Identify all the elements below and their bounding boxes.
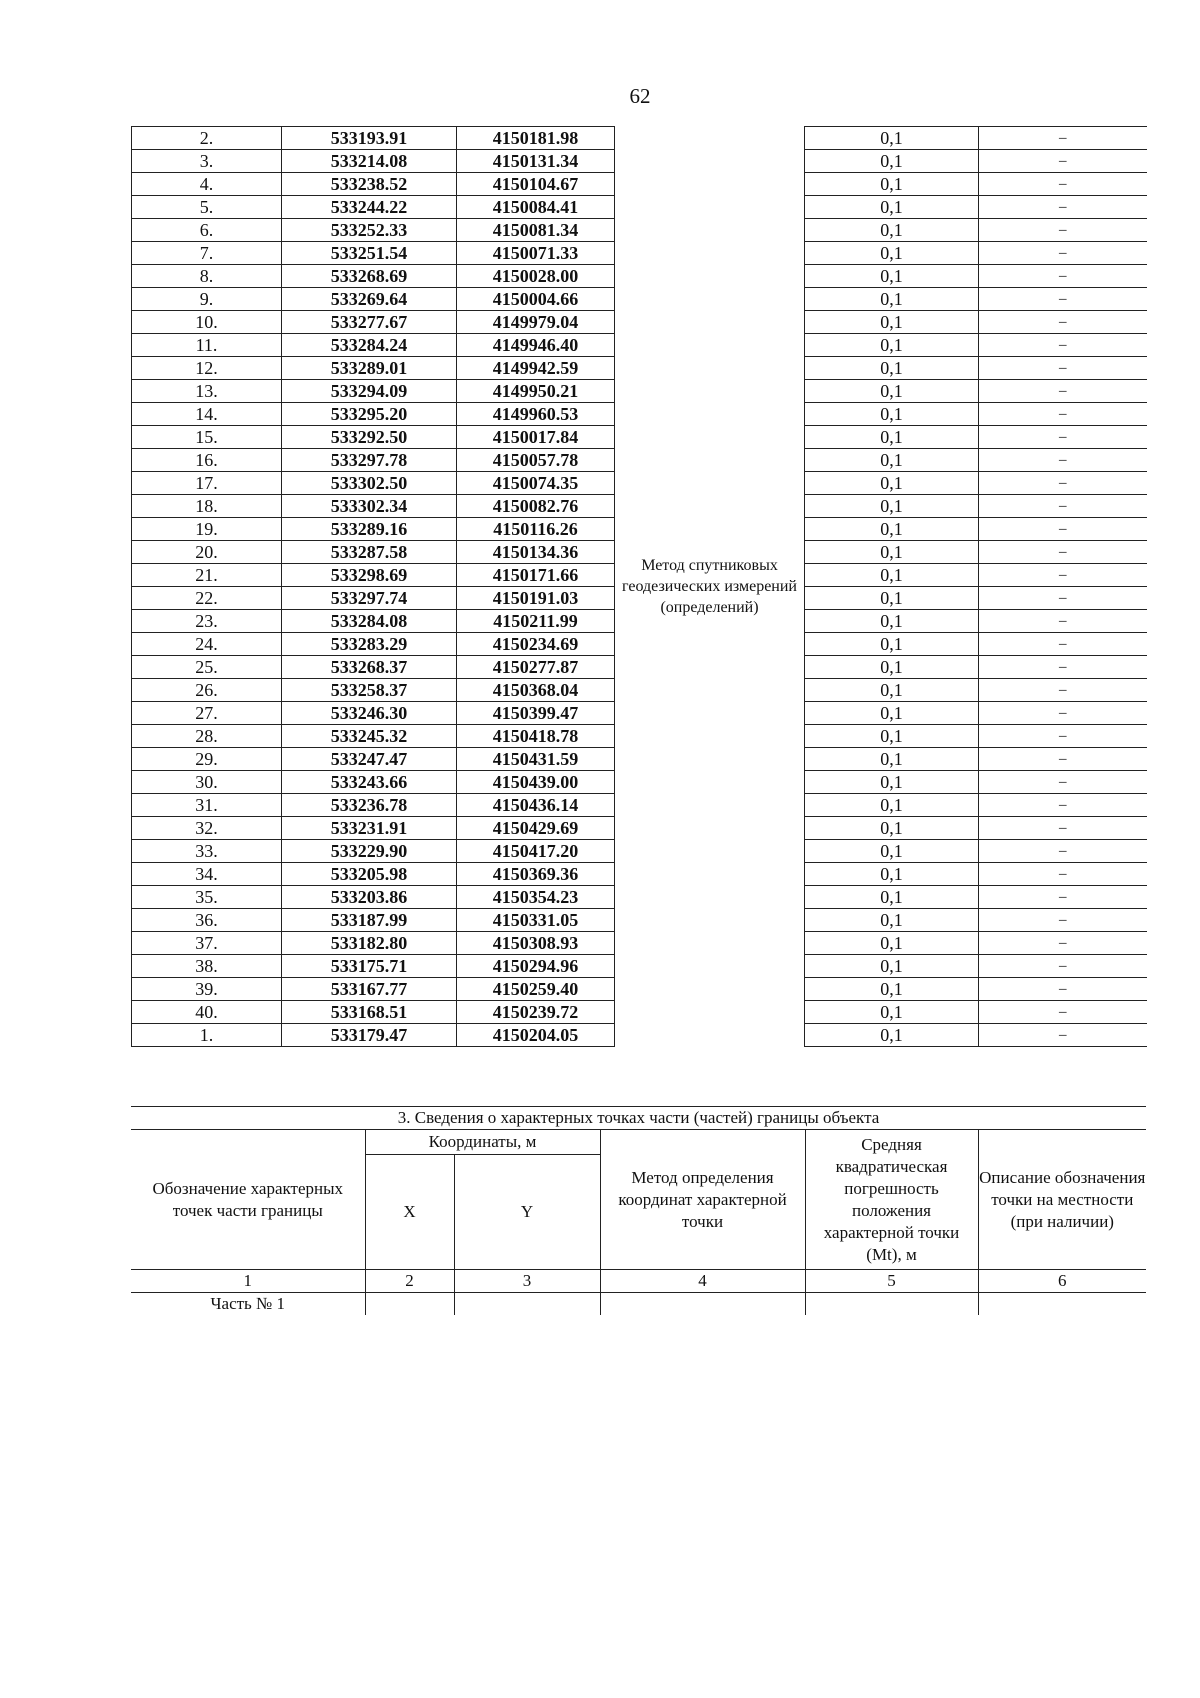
coord-y: 4150104.67: [457, 173, 615, 196]
description-value: –: [979, 932, 1147, 955]
coord-x: 533205.98: [282, 863, 457, 886]
accuracy-value: 0,1: [805, 311, 979, 334]
point-number: 15.: [132, 426, 282, 449]
accuracy-value: 0,1: [805, 449, 979, 472]
accuracy-value: 0,1: [805, 541, 979, 564]
accuracy-value: 0,1: [805, 219, 979, 242]
description-value: –: [979, 150, 1147, 173]
coord-x: 533203.86: [282, 886, 457, 909]
coord-y: 4150057.78: [457, 449, 615, 472]
coord-x: 533297.74: [282, 587, 457, 610]
section3-title: 3. Сведения о характерных точках части (частей) границы объекта: [131, 1107, 1146, 1130]
coord-y: 4150354.23: [457, 886, 615, 909]
point-number: 14.: [132, 403, 282, 426]
coord-y: 4150399.47: [457, 702, 615, 725]
point-number: 25.: [132, 656, 282, 679]
point-number: 8.: [132, 265, 282, 288]
point-number: 11.: [132, 334, 282, 357]
coord-y: 4150439.00: [457, 771, 615, 794]
coord-y: 4150211.99: [457, 610, 615, 633]
coord-y: 4150131.34: [457, 150, 615, 173]
coord-y: 4150081.34: [457, 219, 615, 242]
accuracy-value: 0,1: [805, 380, 979, 403]
header-description: Описание обозначения точки на местности (при наличии): [978, 1130, 1146, 1270]
description-value: –: [979, 472, 1147, 495]
point-number: 5.: [132, 196, 282, 219]
accuracy-value: 0,1: [805, 265, 979, 288]
coord-y: 4150277.87: [457, 656, 615, 679]
accuracy-value: 0,1: [805, 1024, 979, 1047]
accuracy-value: 0,1: [805, 932, 979, 955]
accuracy-value: 0,1: [805, 978, 979, 1001]
coord-y: 4150294.96: [457, 955, 615, 978]
description-value: –: [979, 656, 1147, 679]
index-col-4: 4: [600, 1270, 805, 1293]
point-number: 2.: [132, 127, 282, 150]
description-value: –: [979, 403, 1147, 426]
accuracy-value: 0,1: [805, 771, 979, 794]
coord-y: 4150331.05: [457, 909, 615, 932]
coord-y: 4149979.04: [457, 311, 615, 334]
description-value: –: [979, 748, 1147, 771]
coord-x: 533294.09: [282, 380, 457, 403]
coord-x: 533292.50: [282, 426, 457, 449]
point-number: 32.: [132, 817, 282, 840]
coord-x: 533193.91: [282, 127, 457, 150]
coord-x: 533243.66: [282, 771, 457, 794]
point-number: 19.: [132, 518, 282, 541]
accuracy-value: 0,1: [805, 610, 979, 633]
coord-y: 4150084.41: [457, 196, 615, 219]
description-value: –: [979, 725, 1147, 748]
accuracy-value: 0,1: [805, 633, 979, 656]
point-number: 36.: [132, 909, 282, 932]
coord-y: 4150071.33: [457, 242, 615, 265]
coord-y: 4150234.69: [457, 633, 615, 656]
accuracy-value: 0,1: [805, 817, 979, 840]
coord-x: 533229.90: [282, 840, 457, 863]
description-value: –: [979, 978, 1147, 1001]
description-value: –: [979, 1024, 1147, 1047]
header-y: Y: [454, 1155, 600, 1270]
coord-x: 533214.08: [282, 150, 457, 173]
coord-x: 533245.32: [282, 725, 457, 748]
point-number: 37.: [132, 932, 282, 955]
point-number: 28.: [132, 725, 282, 748]
description-value: –: [979, 794, 1147, 817]
index-col-3: 3: [454, 1270, 600, 1293]
accuracy-value: 0,1: [805, 173, 979, 196]
part-cell-x: [365, 1293, 454, 1316]
point-number: 7.: [132, 242, 282, 265]
part-cell-method: [600, 1293, 805, 1316]
coord-y: 4150171.66: [457, 564, 615, 587]
accuracy-value: 0,1: [805, 196, 979, 219]
header-coordinates: Координаты, м: [365, 1130, 600, 1155]
coord-x: 533179.47: [282, 1024, 457, 1047]
coord-x: 533284.24: [282, 334, 457, 357]
coord-y: 4150004.66: [457, 288, 615, 311]
coord-y: 4149946.40: [457, 334, 615, 357]
description-value: –: [979, 449, 1147, 472]
point-number: 22.: [132, 587, 282, 610]
table-row: [132, 127, 1147, 150]
method-cell: Метод спутниковых геодезических измерений (определений): [615, 127, 805, 1047]
point-number: 34.: [132, 863, 282, 886]
coord-y: 4150418.78: [457, 725, 615, 748]
page-number: 62: [629, 84, 651, 108]
accuracy-value: 0,1: [805, 656, 979, 679]
coord-x: 533289.01: [282, 357, 457, 380]
accuracy-value: 0,1: [805, 863, 979, 886]
description-value: –: [979, 127, 1147, 150]
index-col-6: 6: [978, 1270, 1146, 1293]
point-number: 40.: [132, 1001, 282, 1024]
coord-y: 4150436.14: [457, 794, 615, 817]
section3-table: [131, 1106, 1146, 1315]
coord-y: 4150116.26: [457, 518, 615, 541]
accuracy-value: 0,1: [805, 472, 979, 495]
coord-y: 4150074.35: [457, 472, 615, 495]
description-value: –: [979, 840, 1147, 863]
point-number: 29.: [132, 748, 282, 771]
coord-y: 4150028.00: [457, 265, 615, 288]
coord-x: 533295.20: [282, 403, 457, 426]
description-value: –: [979, 357, 1147, 380]
index-col-2: 2: [365, 1270, 454, 1293]
description-value: –: [979, 242, 1147, 265]
coord-y: 4150308.93: [457, 932, 615, 955]
accuracy-value: 0,1: [805, 886, 979, 909]
description-value: –: [979, 1001, 1147, 1024]
accuracy-value: 0,1: [805, 909, 979, 932]
accuracy-value: 0,1: [805, 955, 979, 978]
description-value: –: [979, 334, 1147, 357]
coord-x: 533246.30: [282, 702, 457, 725]
point-number: 26.: [132, 679, 282, 702]
description-value: –: [979, 288, 1147, 311]
description-value: –: [979, 311, 1147, 334]
coord-x: 533175.71: [282, 955, 457, 978]
coord-x: 533298.69: [282, 564, 457, 587]
coord-y: 4150082.76: [457, 495, 615, 518]
coord-y: 4150204.05: [457, 1024, 615, 1047]
description-value: –: [979, 564, 1147, 587]
coord-x: 533302.50: [282, 472, 457, 495]
coordinates-table: [131, 126, 1147, 1047]
description-value: –: [979, 955, 1147, 978]
coord-x: 533268.69: [282, 265, 457, 288]
coord-x: 533284.08: [282, 610, 457, 633]
point-number: 4.: [132, 173, 282, 196]
accuracy-value: 0,1: [805, 357, 979, 380]
description-value: –: [979, 817, 1147, 840]
coord-x: 533269.64: [282, 288, 457, 311]
description-value: –: [979, 863, 1147, 886]
coord-y: 4150191.03: [457, 587, 615, 610]
accuracy-value: 0,1: [805, 564, 979, 587]
description-value: –: [979, 380, 1147, 403]
coord-x: 533182.80: [282, 932, 457, 955]
coord-y: 4150431.59: [457, 748, 615, 771]
coord-x: 533244.22: [282, 196, 457, 219]
description-value: –: [979, 426, 1147, 449]
description-value: –: [979, 771, 1147, 794]
description-value: –: [979, 633, 1147, 656]
coord-x: 533258.37: [282, 679, 457, 702]
accuracy-value: 0,1: [805, 679, 979, 702]
accuracy-value: 0,1: [805, 403, 979, 426]
accuracy-value: 0,1: [805, 495, 979, 518]
description-value: –: [979, 196, 1147, 219]
point-number: 12.: [132, 357, 282, 380]
coord-x: 533238.52: [282, 173, 457, 196]
point-number: 31.: [132, 794, 282, 817]
coord-y: 4150429.69: [457, 817, 615, 840]
coord-x: 533289.16: [282, 518, 457, 541]
coord-y: 4150259.40: [457, 978, 615, 1001]
coord-x: 533283.29: [282, 633, 457, 656]
point-number: 24.: [132, 633, 282, 656]
point-number: 35.: [132, 886, 282, 909]
coord-y: 4150017.84: [457, 426, 615, 449]
coord-x: 533251.54: [282, 242, 457, 265]
point-number: 21.: [132, 564, 282, 587]
description-value: –: [979, 219, 1147, 242]
accuracy-value: 0,1: [805, 725, 979, 748]
accuracy-value: 0,1: [805, 794, 979, 817]
description-value: –: [979, 909, 1147, 932]
coordinates-table-body: [132, 127, 1147, 1047]
coord-x: 533268.37: [282, 656, 457, 679]
accuracy-value: 0,1: [805, 242, 979, 265]
point-number: 18.: [132, 495, 282, 518]
accuracy-value: 0,1: [805, 587, 979, 610]
point-number: 9.: [132, 288, 282, 311]
coord-y: 4149960.53: [457, 403, 615, 426]
description-value: –: [979, 702, 1147, 725]
point-number: 38.: [132, 955, 282, 978]
accuracy-value: 0,1: [805, 1001, 979, 1024]
coord-y: 4150417.20: [457, 840, 615, 863]
coord-x: 533168.51: [282, 1001, 457, 1024]
coord-y: 4150369.36: [457, 863, 615, 886]
point-number: 27.: [132, 702, 282, 725]
description-value: –: [979, 587, 1147, 610]
accuracy-value: 0,1: [805, 748, 979, 771]
accuracy-value: 0,1: [805, 127, 979, 150]
coord-y: 4150368.04: [457, 679, 615, 702]
description-value: –: [979, 173, 1147, 196]
part-label: Часть № 1: [131, 1293, 365, 1316]
accuracy-value: 0,1: [805, 702, 979, 725]
coord-y: 4150134.36: [457, 541, 615, 564]
description-value: –: [979, 679, 1147, 702]
point-number: 20.: [132, 541, 282, 564]
part-cell-accuracy: [805, 1293, 978, 1316]
accuracy-value: 0,1: [805, 150, 979, 173]
coord-y: 4150239.72: [457, 1001, 615, 1024]
coord-x: 533287.58: [282, 541, 457, 564]
point-number: 33.: [132, 840, 282, 863]
coord-y: 4149942.59: [457, 357, 615, 380]
index-col-5: 5: [805, 1270, 978, 1293]
point-number: 10.: [132, 311, 282, 334]
description-value: –: [979, 265, 1147, 288]
header-x: X: [365, 1155, 454, 1270]
header-accuracy: Средняя квадратическая погрешность положения характерной точки (Mt), м: [805, 1130, 978, 1270]
accuracy-value: 0,1: [805, 288, 979, 311]
description-value: –: [979, 610, 1147, 633]
point-number: 1.: [132, 1024, 282, 1047]
point-number: 23.: [132, 610, 282, 633]
point-number: 13.: [132, 380, 282, 403]
point-number: 39.: [132, 978, 282, 1001]
part-cell-y: [454, 1293, 600, 1316]
point-number: 16.: [132, 449, 282, 472]
point-number: 6.: [132, 219, 282, 242]
description-value: –: [979, 495, 1147, 518]
point-number: 3.: [132, 150, 282, 173]
accuracy-value: 0,1: [805, 518, 979, 541]
accuracy-value: 0,1: [805, 426, 979, 449]
coord-y: 4150181.98: [457, 127, 615, 150]
header-method: Метод определения координат характерной точки: [600, 1130, 805, 1270]
part-cell-description: [978, 1293, 1146, 1316]
index-col-1: 1: [131, 1270, 365, 1293]
coord-x: 533167.77: [282, 978, 457, 1001]
coord-x: 533187.99: [282, 909, 457, 932]
description-value: –: [979, 518, 1147, 541]
header-point-designation: Обозначение характерных точек части границы: [131, 1130, 365, 1270]
coord-x: 533277.67: [282, 311, 457, 334]
coord-x: 533302.34: [282, 495, 457, 518]
accuracy-value: 0,1: [805, 334, 979, 357]
coord-x: 533297.78: [282, 449, 457, 472]
point-number: 17.: [132, 472, 282, 495]
coord-x: 533231.91: [282, 817, 457, 840]
description-value: –: [979, 541, 1147, 564]
coord-x: 533252.33: [282, 219, 457, 242]
description-value: –: [979, 886, 1147, 909]
coord-y: 4149950.21: [457, 380, 615, 403]
coord-x: 533247.47: [282, 748, 457, 771]
accuracy-value: 0,1: [805, 840, 979, 863]
coord-x: 533236.78: [282, 794, 457, 817]
point-number: 30.: [132, 771, 282, 794]
